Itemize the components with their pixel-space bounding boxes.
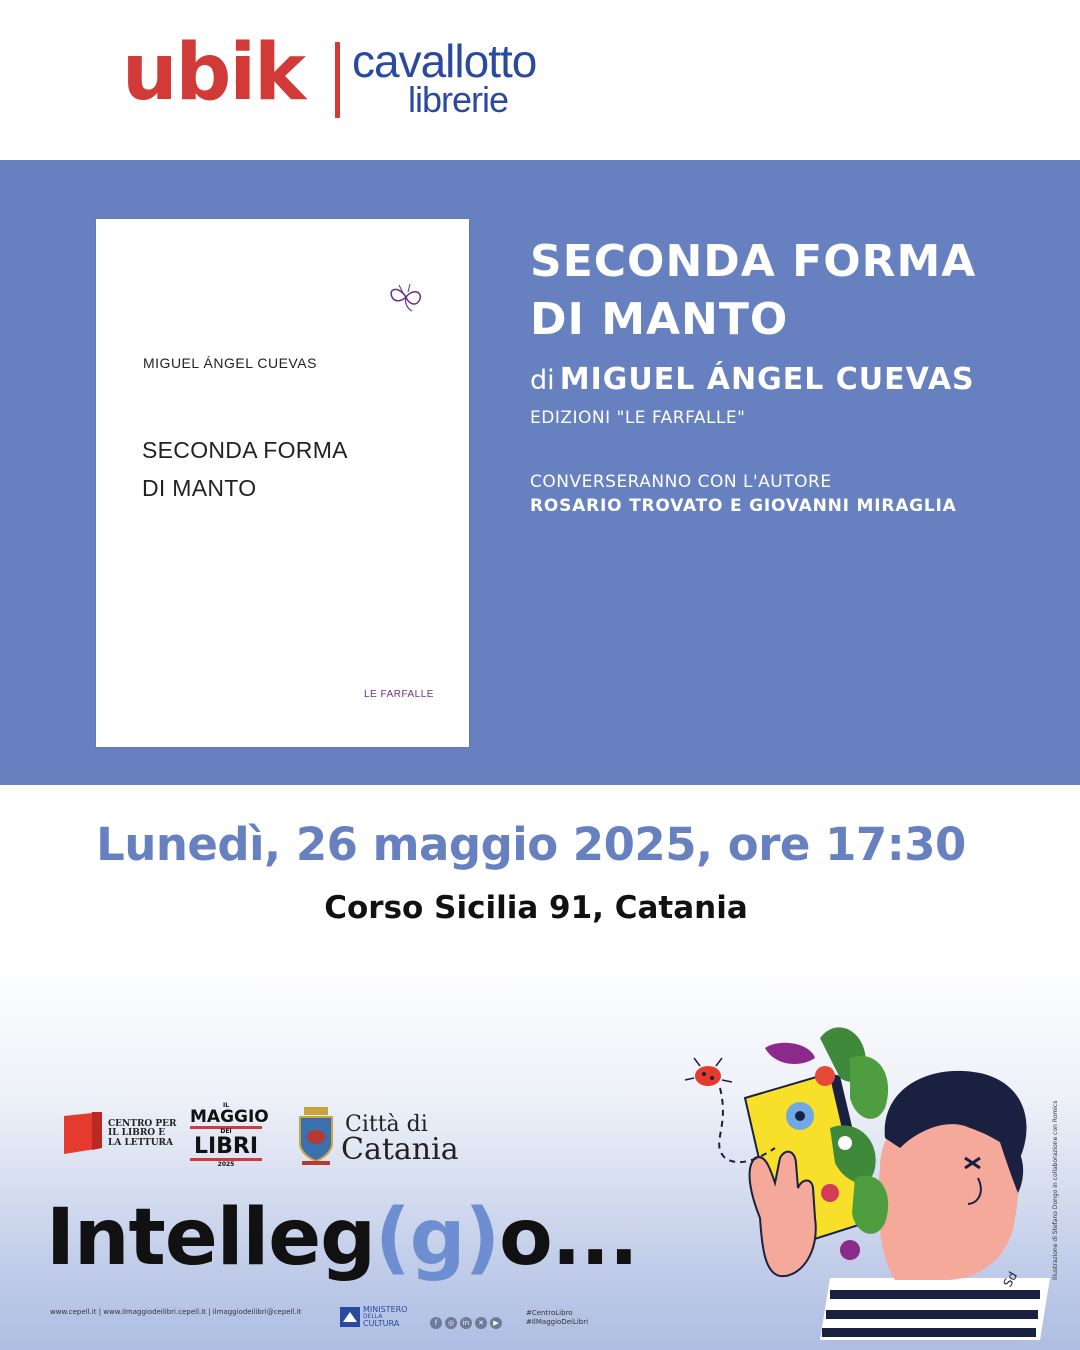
slogan-paren-close: ) <box>464 1193 500 1283</box>
x-icon[interactable]: ✕ <box>475 1317 487 1329</box>
hashtags <box>526 1309 588 1327</box>
hashtag-centrolibro: #CentroLibro <box>526 1309 573 1317</box>
footer-links[interactable]: www.cepell.it | www.ilmaggiodeilibri.cepell.it | ilmaggiodeilibri@cepell.it <box>50 1308 302 1316</box>
butterfly-icon <box>386 279 426 315</box>
social-icons <box>430 1310 505 1329</box>
brand-divider <box>335 42 340 118</box>
citta-di-label: Città di <box>345 1112 428 1137</box>
ministero-line1: MINISTERO <box>363 1305 408 1314</box>
slogan-part2: o... <box>499 1193 638 1283</box>
publisher: EDIZIONI "LE FARFALLE" <box>530 408 746 428</box>
cover-author: MIGUEL ÁNGEL CUEVAS <box>143 355 317 371</box>
ministero-cultura-logo <box>340 1306 407 1328</box>
ministero-line3: CULTURA <box>363 1319 400 1328</box>
event-address: Corso Sicilia 91, Catania <box>324 890 748 926</box>
youtube-icon[interactable]: ▶ <box>490 1317 502 1329</box>
instagram-icon[interactable]: ◎ <box>445 1317 457 1329</box>
ministero-line2: DELLA <box>363 1313 383 1320</box>
facebook-icon[interactable]: f <box>430 1317 442 1329</box>
header <box>0 0 1080 160</box>
maggio-libri: LIBRI <box>190 1136 262 1161</box>
cover-title-line2: DI MANTO <box>142 475 257 501</box>
byline <box>530 362 975 398</box>
reader-illustration <box>680 1018 1060 1340</box>
svg-text:Sd: Sd <box>1000 1269 1021 1290</box>
author-name: MIGUEL ÁNGEL CUEVAS <box>559 362 975 397</box>
ubik-logo: ubik <box>122 28 304 118</box>
cover-publisher: LE FARFALLE <box>364 689 434 700</box>
conversation-intro: CONVERSERANNO CON L'AUTORE <box>530 472 832 492</box>
hashtag-maggiodeilibri: #IlMaggioDeiLibri <box>526 1318 589 1327</box>
maggio-dei-libri-logo <box>190 1102 269 1168</box>
ministero-icon <box>340 1307 360 1327</box>
illustration-credit: Illustrazione di Stefano Dongo in collaborazione con Romics <box>1052 1100 1059 1280</box>
slogan <box>46 1193 638 1283</box>
book-title-line1: SECONDA FORMA <box>530 236 977 287</box>
event-date: Lunedì, 26 maggio 2025, ore 17:30 <box>96 818 966 871</box>
librerie-logo: librerie <box>408 79 509 120</box>
by-prefix: di <box>530 365 555 396</box>
slogan-part1: Intelleg <box>46 1193 375 1283</box>
maggio-dei: DEI <box>220 1128 232 1135</box>
slogan-paren-open: ( <box>374 1193 410 1283</box>
book-title-line2: DI MANTO <box>530 294 789 345</box>
maggio-word: MAGGIO <box>190 1107 269 1127</box>
book-cover <box>96 219 469 747</box>
catania-label: Catania <box>341 1132 459 1167</box>
cover-title-line1: SECONDA FORMA <box>142 437 348 463</box>
slogan-g: g <box>409 1193 465 1283</box>
speakers: ROSARIO TROVATO E GIOVANNI MIRAGLIA <box>530 496 957 516</box>
catania-coat-of-arms-icon <box>296 1105 336 1167</box>
linkedin-icon[interactable]: in <box>460 1317 472 1329</box>
maggio-il: IL <box>222 1102 230 1109</box>
cepell-logo <box>62 1110 106 1156</box>
cavallotto-logo: cavallotto <box>352 35 537 87</box>
maggio-year: 2025 <box>217 1160 235 1168</box>
cepell-label: CENTRO PER IL LIBRO E LA LETTURA <box>108 1119 177 1148</box>
